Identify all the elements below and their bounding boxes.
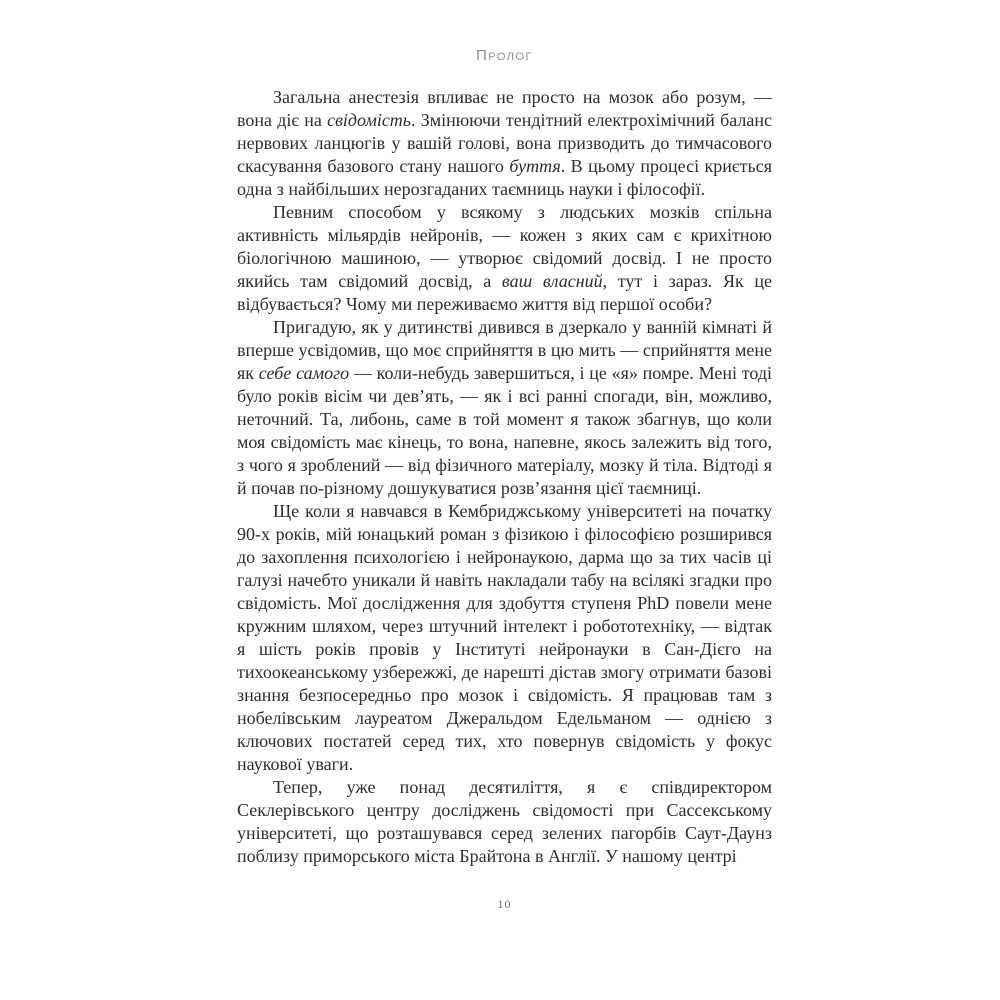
text-run: . В цьому процесі криється одна з найбільших нерозгаданих таємниць науки і філософії. <box>237 156 772 199</box>
page-number: 10 <box>497 897 512 911</box>
italic-text-run: свідомість <box>327 110 412 130</box>
text-run: . Змінюючи тендітний електрохімічний баланс нервових ланцюгів у вашій голові, вона призводить до тимчасового скасування базового стану нашого <box>237 110 772 176</box>
italic-text-run: ваш власний <box>501 271 603 291</box>
text-run: Пригадую, як у дитинстві дивився в дзеркало у ванній кімнаті й вперше усвідомив, що моє сприйняття в цю мить — сприйняття мене як <box>237 317 772 383</box>
text-run: Ще коли я навчався в Кембриджському університеті на початку 90-х років, мій юнацький роман з фізикою і філософією розширився до захоплення психологією і нейронаукою, дарма що за тих часів ці галузі начебто уникали й навіть накладали табу на всілякі згадки про свідомість. Мої дослідження для здобуття ступеня PhD повели мене кружним шляхом, через штучний інтелект і робототехніку, — відтак я шість років провів у Інституті нейронауки в Сан-Дієго на тихоокеанському узбережжі, де нарешті дістав змогу отримати базові знання безпосередньо про мозок і свідомість. Я працював там з нобелівським лауреатом Джеральдом Едельманом — однією з ключових постатей серед тих, хто повернув свідомість у фокус наукової уваги. <box>237 501 772 774</box>
text-run: Загальна анестезія впливає не просто на мозок або розум, — вона діє на <box>237 87 772 130</box>
paragraph <box>237 500 772 776</box>
text-run: Тепер, уже понад десятиліття, я є співдиректором Секлерівського центру досліджень свідомості при Сассекському університеті, що розташувався серед зелених пагорбів Саут-Даунз поблизу приморського міста Брайтона в Англії. У нашому центрі <box>237 777 772 866</box>
text-run: Певним способом у всякому з людських мозків спільна активність мільярдів нейронів, — кожен з яких сам є крихітною біологічною машиною, — утворює свідомий досвід. І не просто якийсь там свідомий досвід, а <box>237 202 772 291</box>
paragraph <box>237 776 772 868</box>
text-run: , тут і зараз. Як це відбувається? Чому ми переживаємо життя від першої особи? <box>237 271 772 314</box>
paragraph <box>237 201 772 316</box>
italic-text-run: себе самого <box>258 363 350 383</box>
text-block <box>237 86 772 868</box>
text-run: — коли-небудь завершиться, і це «я» помре. Мені тоді було років вісім чи дев’ять, — як і всі ранні спогади, він, можливо, неточний. Та, либонь, саме в той момент я також збагнув, що коли моя свідомість має кінець, то вона, напевне, якось залежить від того, з чого я зроблений — від фізичного матеріалу, мозку й тіла. Відтоді я й почав по-різному дошукуватися розв’язання цієї таємниці. <box>237 363 772 498</box>
italic-text-run: буття <box>509 156 561 176</box>
paragraph <box>237 86 772 201</box>
running-head: Пролог <box>475 47 534 64</box>
paragraph <box>237 316 772 500</box>
